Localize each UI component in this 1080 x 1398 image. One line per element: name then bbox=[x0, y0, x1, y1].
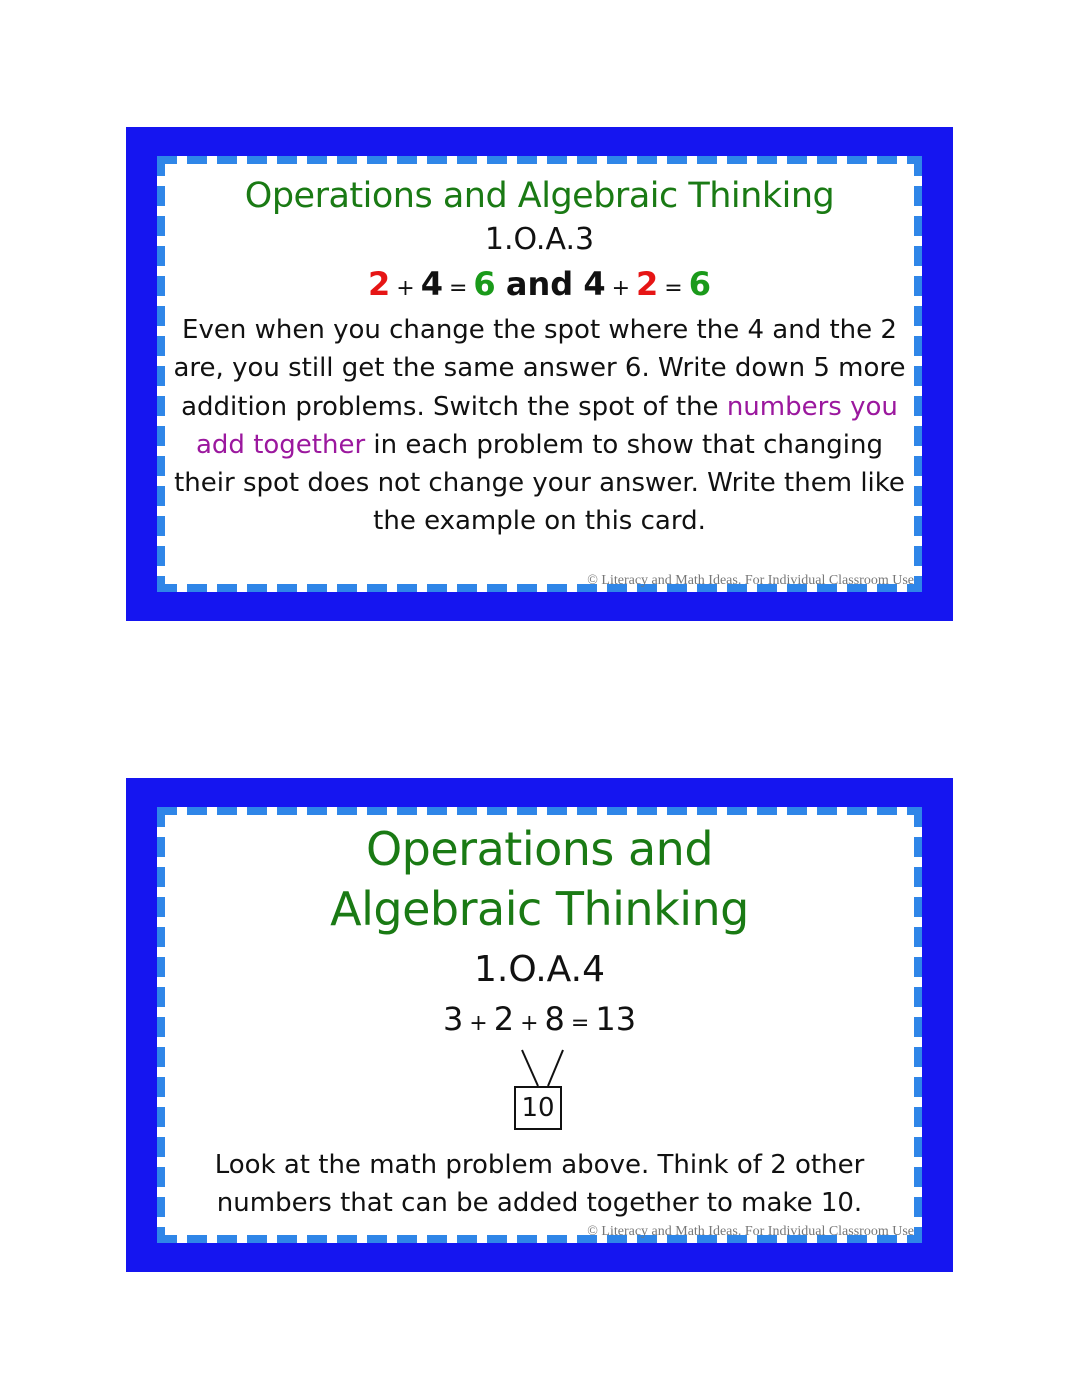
copyright-footer: © Literacy and Math Ideas. For Individual Classroom Use bbox=[587, 573, 914, 588]
highlighted-phrase: numbers you add together bbox=[195, 391, 898, 460]
sum: 6 bbox=[473, 265, 496, 303]
addend: 2 bbox=[368, 265, 391, 303]
plus-sign: + bbox=[611, 276, 631, 301]
and-word: and bbox=[505, 265, 574, 303]
addend: 2 bbox=[636, 265, 659, 303]
plus-sign: + bbox=[396, 276, 415, 301]
equals-sign: = bbox=[448, 276, 468, 301]
dashed-border bbox=[157, 807, 922, 1243]
standard-code: 1.O.A.3 bbox=[484, 222, 595, 257]
addend: 4 bbox=[420, 265, 443, 303]
instructions-part2: in each problem to show that changing their spot does not change your answer. Write them like the example on this card. bbox=[174, 429, 905, 537]
task-card-1 bbox=[126, 127, 953, 621]
equals-sign: = bbox=[570, 1011, 590, 1036]
title-line-1: Operations and bbox=[365, 822, 714, 876]
instructions bbox=[165, 311, 914, 541]
title-line-2: Algebraic Thinking bbox=[330, 882, 749, 936]
dashed-border bbox=[157, 156, 922, 592]
plus-sign: + bbox=[469, 1011, 488, 1036]
sum: 13 bbox=[595, 1000, 637, 1038]
plus-sign: + bbox=[520, 1011, 539, 1036]
make-ten-diagram bbox=[165, 1046, 914, 1138]
example-equation bbox=[165, 262, 914, 311]
card-title bbox=[165, 815, 914, 939]
instructions: Look at the math problem above. Think of 2 other numbers that can be added together to make 10. bbox=[214, 1150, 865, 1219]
addend: 4 bbox=[583, 265, 606, 303]
card-title: Operations and Algebraic Thinking bbox=[244, 176, 835, 216]
ten-box: 10 bbox=[514, 1086, 562, 1130]
card-content bbox=[165, 815, 914, 1239]
card-content bbox=[165, 164, 914, 588]
addend: 8 bbox=[544, 1000, 565, 1038]
equals-sign: = bbox=[664, 276, 683, 301]
example-equation bbox=[165, 997, 914, 1046]
sum: 6 bbox=[688, 265, 711, 303]
addend: 2 bbox=[493, 1000, 515, 1038]
addend: 3 bbox=[442, 1000, 464, 1038]
task-card-2 bbox=[126, 778, 953, 1272]
instructions-part1: Even when you change the spot where the 4 and the 2 are, you still get the same answer 6. Write down 5 more addition problems. Switch the spot of the bbox=[173, 315, 906, 422]
copyright-footer: © Literacy and Math Ideas. For Individual Classroom Use bbox=[587, 1224, 914, 1239]
standard-code: 1.O.A.4 bbox=[473, 949, 605, 990]
